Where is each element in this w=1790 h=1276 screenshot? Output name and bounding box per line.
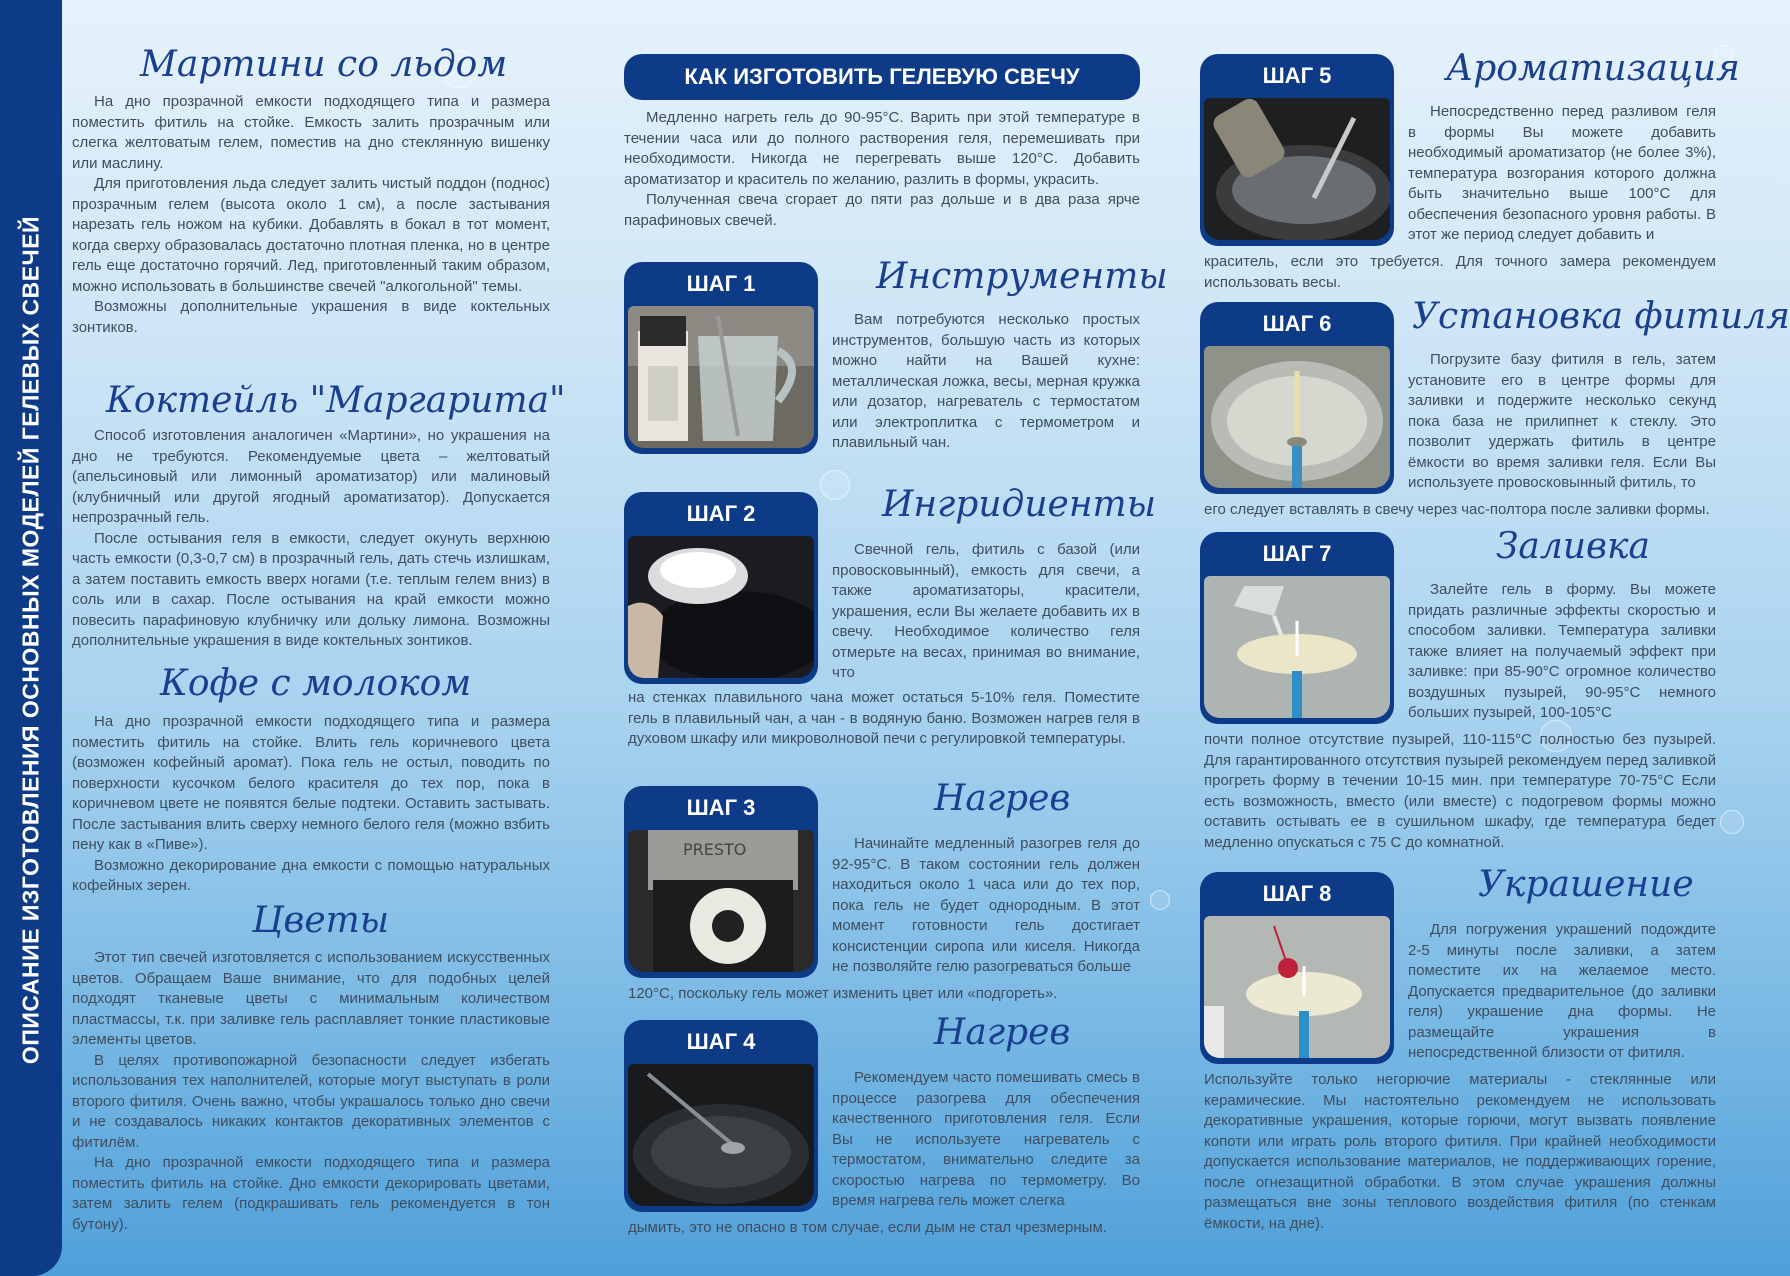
section-title-martini: Мартини со льдом: [140, 44, 508, 85]
step-card-5: [1200, 54, 1394, 246]
section-text-martini: [72, 92, 550, 338]
step-text-6-continued: [1204, 500, 1716, 521]
step-card-8: [1200, 872, 1394, 1064]
bubble-decoration: [1720, 810, 1744, 834]
section-title-margarita: Коктейль "Маргарита": [106, 380, 566, 421]
paragraph: Рекомендуем часто помешивать смесь в процессе разогрева для обеспечения качественного приготовления геля. Если Вы не используете нагреватель с термостатом, внимательно следите за скоростью нагрева по термометру. Во время нагрева гель может слегка: [832, 1069, 1140, 1209]
step-title-5: Ароматизация: [1446, 48, 1740, 89]
paragraph: Способ изготовления аналогичен «Мартини», но украшения на дно не требуются. Рекомендуемые цвета – желтоватый (апельсиновый или лимонный ароматизатор) или малиновый (клубничный или другой ягодный ароматизатор). Допускается непрозрачный гель.: [72, 427, 550, 526]
svg-text:PRESTO: PRESTO: [683, 840, 747, 859]
step-card-6: [1200, 302, 1394, 494]
sidebar-banner: [0, 0, 62, 1276]
step-photo-tools: [628, 306, 814, 448]
step-photo-aroma: [1204, 98, 1390, 240]
step-title-1: Инструменты: [876, 256, 1168, 297]
step-text-8: [1408, 920, 1716, 1064]
step-label: ШАГ 8: [1262, 881, 1332, 906]
intro-text: [624, 108, 1140, 231]
paragraph: почти полное отсутствие пузырей, 110-115°С полностью без пузырей. Для гарантированного отсутствия пузырей рекомендуем перед заливкой прогреть форму в течении 10-15 мин. при температуре 70-75°С Если есть возможность, вместо (или вместе) с подогревом формы можно оставить остывать ее в сушильном шкафу, где температура бедет медленно опускаться с 75 С до комнатной.: [1204, 731, 1716, 851]
step-label: ШАГ 6: [1262, 311, 1332, 336]
step-photo-pouring: [1204, 576, 1390, 718]
step-title-2: Ингридиенты: [882, 484, 1157, 525]
section-text-margarita: [72, 426, 550, 652]
paragraph: Свечной гель, фитиль с базой (или провосковынный), емкость для свечи, а также ароматизаторы, красители, украшения, если Вы желаете добавить их в свечу. Необходимое количество геля отмерьте на весах, принимая во внимание, что: [832, 541, 1140, 681]
step-title-4: Нагрев: [934, 1012, 1071, 1053]
step-text-2-continued: [628, 688, 1140, 750]
step-title-3: Нагрев: [934, 778, 1071, 819]
paragraph: На дно прозрачной емкости подходящего типа и размера поместить фитиль на стойке. Влить гель коричневого цвета (возможен кофейный аромат). Пока гель не остыл, поводить по поверхности кусочком белого красителя до тех пор, пока в коричневом цвете не появятся белые подтеки. Оставить застывать. После застывания влить сверху немного белого геля (можно взбить пену как в «Пиве»).: [72, 713, 550, 853]
section-text-flowers: [72, 948, 550, 1235]
step-text-7-continued: [1204, 730, 1716, 853]
step-title-7: Заливка: [1496, 526, 1650, 567]
paragraph: 120°С, поскольку гель может изменить цвет или «подгореть».: [628, 985, 1058, 1002]
step-text-4-continued: [628, 1218, 1140, 1239]
step-label: ШАГ 3: [686, 795, 756, 820]
step-label: ШАГ 1: [686, 271, 756, 296]
paragraph: Погрузите базу фитиля в гель, затем установите его в центре формы для заливки и подержите несколько секунд пока база не прилипнет к стеклу. Это позволит удержать фитиль в центре ёмкости во время заливки геля. Если Вы используете провосковынный фитиль, то: [1408, 351, 1716, 491]
step-text-1: [832, 310, 1140, 454]
step-title-6: Установка фитиля: [1412, 296, 1790, 337]
step-label: ШАГ 5: [1262, 63, 1332, 88]
step-text-8-continued: [1204, 1070, 1716, 1234]
step-photo-heater: [628, 830, 814, 972]
paragraph: краситель, если это требуется. Для точного замера рекомендуем использовать весы.: [1204, 253, 1716, 291]
section-text-coffee: [72, 712, 550, 897]
paragraph: На дно прозрачной емкости подходящего типа и размера поместить фитиль на стойке. Дно емкости декорировать цветами, затем залить гелем (подкрашивать гель рекомендуется в тон бутону).: [72, 1154, 550, 1233]
step-text-6: [1408, 350, 1716, 494]
bubble-decoration: [820, 470, 850, 500]
step-photo-ingredients: [628, 536, 814, 678]
step-card-7: [1200, 532, 1394, 724]
step-text-3-continued: [628, 984, 1140, 1005]
paragraph: Этот тип свечей изготовляется с использованием искусственных цветов. Обращаем Ваше внимание, что для подобных целей подходят тканевые цветы с минимальным количеством пластмассы, т.к. при заливке гель расплавляет тонкие пластиковые элементы цветов.: [72, 949, 550, 1048]
paragraph: В целях противопожарной безопасности следует избегать использования тех наполнителей, которые могут выступать в роли второго фитиля. Очень важно, чтобы украшалось только дно свечи и не создавалось никаких контактов декоративных элементов с фитилём.: [72, 1051, 550, 1151]
step-text-4: [832, 1068, 1140, 1212]
paragraph: Залейте гель в форму. Вы можете придать различные эффекты скоростью и способом заливки. Температура заливки также влияет на получаемый эффект при заливке: при 85-90°С огромное количество воздушных пузырей, 90-95°С немного больших пузырей, 100-105°С: [1408, 581, 1716, 721]
paragraph: Для приготовления льда следует залить чистый поддон (поднос) прозрачным гелем (высота около 1 см), а после застывания нарезать гель ножом на кубики. Добавлять в бокал в тот момент, когда сверху образовалась достаточно плотная пленка, но в центре гель еще достаточно горячий. Лед, приготовленный таким образом, можно использовать в большинстве свечей "алкогольной" темы.: [72, 175, 550, 295]
step-text-2: [832, 540, 1140, 684]
step-label: ШАГ 2: [686, 501, 756, 526]
paragraph: Возможно декорирование дна емкости с помощью натуральных кофейных зерен.: [72, 856, 550, 894]
step-text-3: [832, 834, 1140, 978]
paragraph: дымить, это не опасно в том случае, если дым не стал чрезмерным.: [628, 1219, 1107, 1236]
main-header: КАК ИЗГОТОВИТЬ ГЕЛЕВУЮ СВЕЧУ: [624, 54, 1140, 100]
step-label: ШАГ 7: [1262, 541, 1332, 566]
step-card-4: [624, 1020, 818, 1212]
paragraph: на стенках плавильного чана может остаться 5-10% геля. Поместите гель в плавильный чан, а чан - в водяную баню. Возможен нагрев геля в духовом шкафу или микроволновой печи с регулировкой температуры.: [628, 689, 1140, 747]
paragraph: Вам потребуются несколько простых инструментов, большую часть из которых можно найти на Вашей кухне: металлическая ложка, весы, мерная кружка или дозатор, нагреватель с термостатом или электроплитка с термометром и плавильный чан.: [832, 311, 1140, 451]
step-card-2: [624, 492, 818, 684]
step-text-5-continued: [1204, 252, 1716, 293]
paragraph: Начинайте медленный разогрев геля до 92-95°С. В таком состоянии гель должен находиться около 1 часа или до тех пор, пока гель не будет однородным. В этот момент готовности гель достигает консистенции сиропа или киселя. Никогда не позволяйте гелю разогреваться больше: [832, 835, 1140, 975]
paragraph: Медленно нагреть гель до 90-95°С. Варить при этой температуре в течении часа или до полного растворения геля, перемешивать при необходимости. Никогда не перегревать выше 120°С. Добавить ароматизатор и краситель по желанию, разлить в формы, украсить.: [624, 109, 1140, 188]
step-title-8: Украшение: [1478, 864, 1694, 905]
sidebar-title: ОПИСАНИЕ ИЗГОТОВЛЕНИЯ ОСНОВНЫХ МОДЕЛЕЙ ГЕЛЕВЫХ СВЕЧЕЙ: [17, 215, 44, 1065]
bubble-decoration: [1150, 890, 1170, 910]
paragraph: Используйте только негорючие материалы - стеклянные или керамические. Мы настоятельно рекомендуем не использовать декоративные украшения, которые горючи, могут вызвать появление копоти или играть роль второго фитиля. При крайней необходимости допускается использование материалов, не поддерживающих горение, после огнезащитной обработки. В этом случае украшения должны размещаться вне зоны теплового воздействия фитиля (по стенкам ёмкости, на дне).: [1204, 1071, 1716, 1232]
paragraph: На дно прозрачной емкости подходящего типа и размера поместить фитиль на стойке. Емкость залить прозрачным или слегка желтоватым гелем, поместив на дно стеклянную вишенку или маслину.: [72, 93, 550, 172]
paragraph: Непосредственно перед разливом геля в формы Вы можете добавить необходимый ароматизатор (не более 3%), температура возгорания которого должна быть значительно выше 100°С для обеспечения безопасного уровня работы. В этот же период следует добавить и: [1408, 103, 1716, 243]
step-text-7: [1408, 580, 1716, 724]
step-photo-decoration: [1204, 916, 1390, 1058]
paragraph: Полученная свеча сгорает до пяти раз дольше и в два раза ярче парафиновых свечей.: [624, 191, 1140, 229]
step-card-3: [624, 786, 818, 978]
paragraph: После остывания геля в емкости, следует окунуть верхнюю часть емкости (0,3-0,7 см) в прозрачный гель, дать стечь излишкам, а затем поставить емкость вверх ногами (т.е. теплым гелем вниз) в соль или в сахар. После остывания на край емкости можно повесить парафиновую клубничку или дольку лимона. Возможны дополнительные украшения в виде коктельных зонтиков.: [72, 529, 550, 649]
paragraph: его следует вставлять в свечу через час-полтора после заливки формы.: [1204, 501, 1710, 518]
paragraph: Возможны дополнительные украшения в виде коктельных зонтиков.: [72, 298, 550, 336]
step-photo-wick: [1204, 346, 1390, 488]
step-card-1: [624, 262, 818, 454]
step-photo-stirring: [628, 1064, 814, 1206]
section-title-coffee: Кофе с молоком: [160, 663, 472, 704]
paragraph: Для погружения украшений подождите 2-5 минуты после заливки, а затем поместите их на желаемое место. Допускается предварительное (до заливки геля) украшение дна формы. Не размещайте украшения в непосредственной близости от фитиля.: [1408, 921, 1716, 1061]
step-text-5: [1408, 102, 1716, 246]
step-label: ШАГ 4: [686, 1029, 756, 1054]
section-title-flowers: Цветы: [252, 900, 390, 941]
